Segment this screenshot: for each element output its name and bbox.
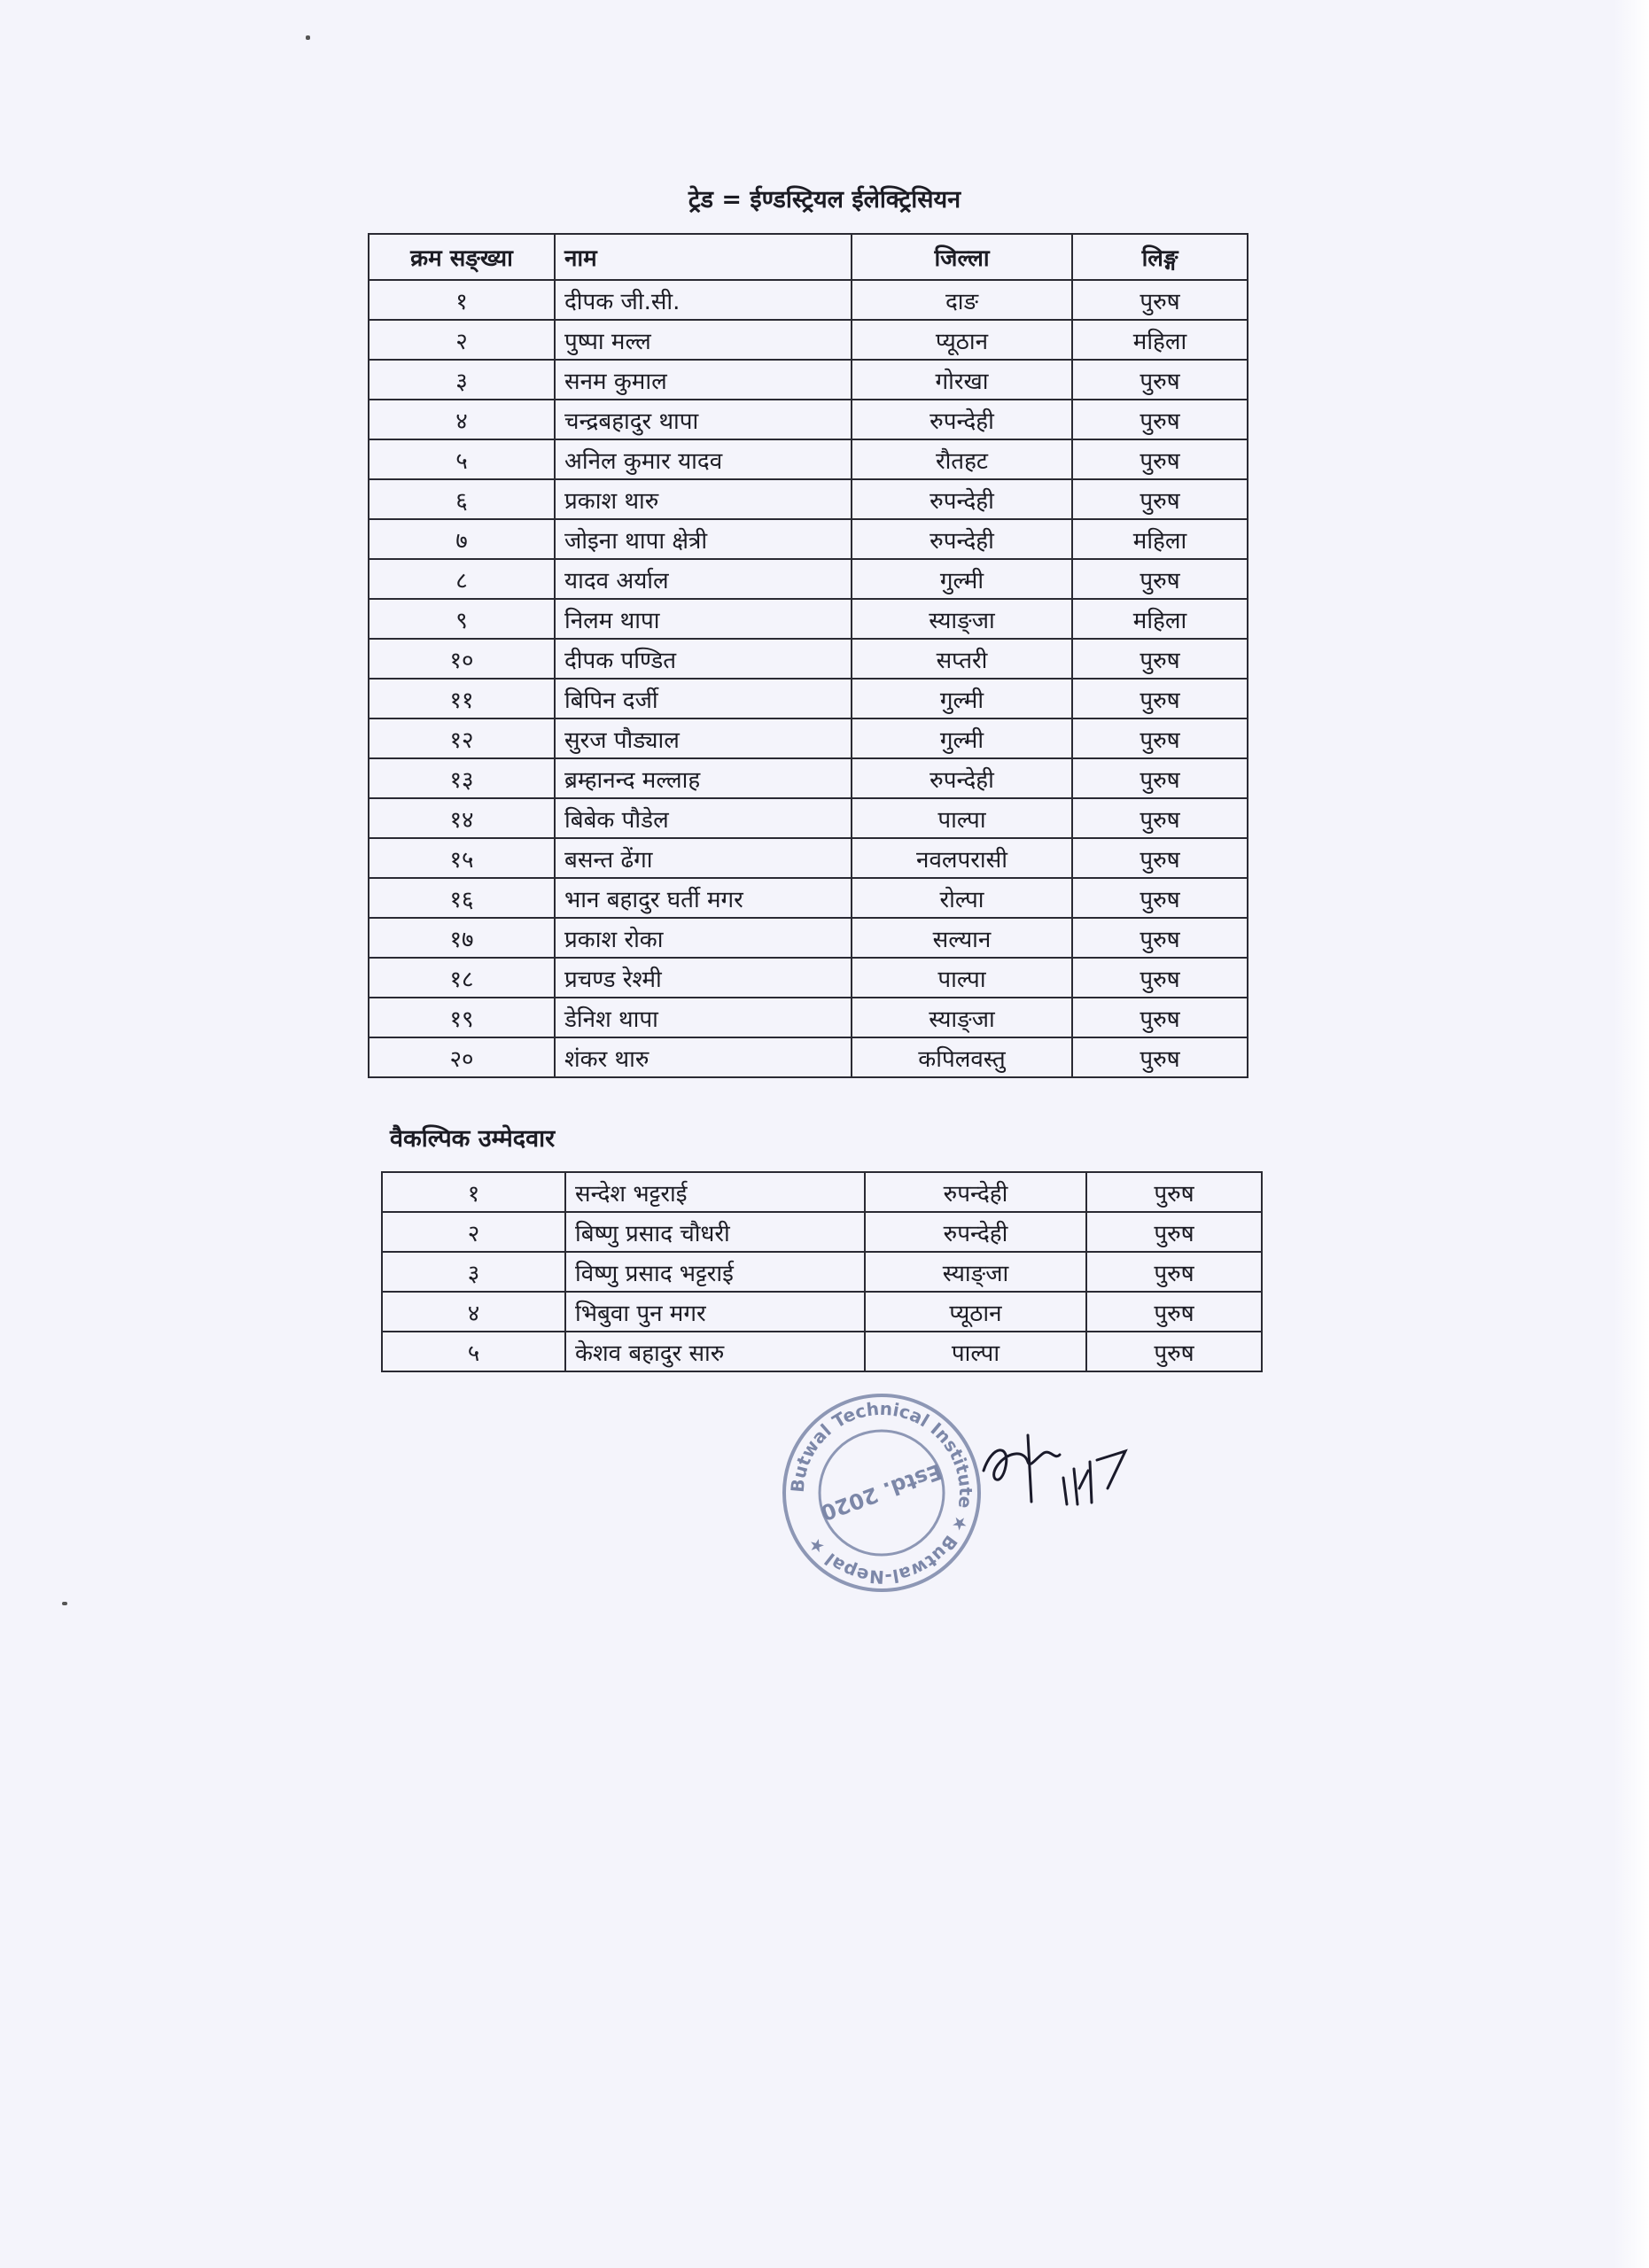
name-cell: सन्देश भट्टराई [565, 1172, 865, 1212]
name-cell: निलम थापा [555, 599, 852, 639]
gender-cell: पुरुष [1072, 559, 1248, 599]
gender-cell: पुरुष [1072, 439, 1248, 479]
scan-speck [306, 35, 310, 40]
district-cell: रुपन्देही [865, 1212, 1086, 1252]
serial-cell: १८ [369, 958, 555, 998]
table-row [369, 718, 1248, 758]
serial-cell: ८ [369, 559, 555, 599]
name-cell: प्रकाश थारु [555, 479, 852, 519]
name-cell: बिबेक पौडेल [555, 798, 852, 838]
district-cell: गुल्मी [852, 679, 1072, 718]
district-cell: रुपन्देही [865, 1172, 1086, 1212]
table-row [369, 1037, 1248, 1077]
alternate-row [382, 1292, 1262, 1332]
name-cell: पुष्पा मल्ल [555, 320, 852, 360]
table-row [369, 360, 1248, 400]
name-cell: सनम कुमाल [555, 360, 852, 400]
table-row [369, 639, 1248, 679]
name-cell: केशव बहादुर सारु [565, 1332, 865, 1371]
serial-cell: ३ [382, 1252, 565, 1292]
gender-cell: पुरुष [1086, 1212, 1262, 1252]
name-cell: बिष्णु प्रसाद चौधरी [565, 1212, 865, 1252]
name-cell: दीपक जी.सी. [555, 280, 852, 320]
handwritten-signature [975, 1418, 1143, 1515]
district-cell: दाङ [852, 280, 1072, 320]
serial-cell: १२ [369, 718, 555, 758]
name-cell: यादव अर्याल [555, 559, 852, 599]
header-serial: क्रम सङ्ख्या [369, 234, 555, 280]
gender-cell: पुरुष [1072, 918, 1248, 958]
name-cell: अनिल कुमार यादव [555, 439, 852, 479]
scan-speck [62, 1602, 67, 1605]
serial-cell: १ [382, 1172, 565, 1212]
table-row [369, 519, 1248, 559]
gender-cell: पुरुष [1086, 1332, 1262, 1371]
district-cell: सल्यान [852, 918, 1072, 958]
name-cell: भिबुवा पुन मगर [565, 1292, 865, 1332]
gender-cell: पुरुष [1072, 878, 1248, 918]
district-cell: सप्तरी [852, 639, 1072, 679]
gender-cell: महिला [1072, 599, 1248, 639]
serial-cell: २ [382, 1212, 565, 1252]
name-cell: जोइना थापा क्षेत्री [555, 519, 852, 559]
alternate-row [382, 1252, 1262, 1292]
district-cell: गोरखा [852, 360, 1072, 400]
name-cell: डेनिश थापा [555, 998, 852, 1037]
table-row [369, 838, 1248, 878]
alternate-row [382, 1212, 1262, 1252]
table-row [369, 320, 1248, 360]
table-row [369, 758, 1248, 798]
gender-cell: पुरुष [1072, 679, 1248, 718]
gender-cell: पुरुष [1072, 639, 1248, 679]
serial-cell: १९ [369, 998, 555, 1037]
name-cell: विष्णु प्रसाद भट्टराई [565, 1252, 865, 1292]
page-title: ट्रेड = ईण्डस्ट्रियल ईलेक्ट्रिसियन [688, 186, 961, 214]
alternate-table [381, 1171, 1263, 1372]
district-cell: रुपन्देही [852, 479, 1072, 519]
gender-cell: पुरुष [1072, 718, 1248, 758]
serial-cell: ५ [369, 439, 555, 479]
table-row [369, 918, 1248, 958]
table-row [369, 878, 1248, 918]
name-cell: ब्रम्हानन्द मल्लाह [555, 758, 852, 798]
district-cell: प्यूठान [852, 320, 1072, 360]
gender-cell: पुरुष [1072, 958, 1248, 998]
district-cell: रुपन्देही [852, 758, 1072, 798]
gender-cell: पुरुष [1086, 1252, 1262, 1292]
gender-cell: पुरुष [1072, 798, 1248, 838]
table-row [369, 559, 1248, 599]
serial-cell: ७ [369, 519, 555, 559]
gender-cell: पुरुष [1072, 838, 1248, 878]
gender-cell: पुरुष [1072, 400, 1248, 439]
serial-cell: १३ [369, 758, 555, 798]
district-cell: रौतहट [852, 439, 1072, 479]
name-cell: दीपक पण्डित [555, 639, 852, 679]
district-cell: गुल्मी [852, 559, 1072, 599]
name-cell: बसन्त ढेंगा [555, 838, 852, 878]
gender-cell: पुरुष [1072, 479, 1248, 519]
serial-cell: १७ [369, 918, 555, 958]
serial-cell: ९ [369, 599, 555, 639]
gender-cell: पुरुष [1072, 360, 1248, 400]
table-row [369, 998, 1248, 1037]
gender-cell: पुरुष [1072, 1037, 1248, 1077]
serial-cell: १५ [369, 838, 555, 878]
gender-cell: पुरुष [1072, 758, 1248, 798]
institute-stamp [780, 1391, 984, 1595]
district-cell: गुल्मी [852, 718, 1072, 758]
district-cell: स्याङ्जा [852, 599, 1072, 639]
stamp-center-text: Estd. 2020 [817, 1458, 945, 1526]
district-cell: पाल्पा [852, 798, 1072, 838]
district-cell: स्याङ्जा [865, 1252, 1086, 1292]
name-cell: सुरज पौड्याल [555, 718, 852, 758]
table-header-row [369, 234, 1248, 280]
name-cell: शंकर थारु [555, 1037, 852, 1077]
district-cell: रुपन्देही [852, 400, 1072, 439]
serial-cell: १४ [369, 798, 555, 838]
table-row [369, 280, 1248, 320]
serial-cell: २० [369, 1037, 555, 1077]
serial-cell: ४ [382, 1292, 565, 1332]
name-cell: चन्द्रबहादुर थापा [555, 400, 852, 439]
district-cell: कपिलवस्तु [852, 1037, 1072, 1077]
table-row [369, 679, 1248, 718]
name-cell: प्रकाश रोका [555, 918, 852, 958]
name-cell: प्रचण्ड रेश्मी [555, 958, 852, 998]
district-cell: स्याङ्जा [852, 998, 1072, 1037]
page-edge [1614, 0, 1649, 2268]
gender-cell: पुरुष [1072, 998, 1248, 1037]
gender-cell: पुरुष [1072, 280, 1248, 320]
serial-cell: ४ [369, 400, 555, 439]
table-row [369, 599, 1248, 639]
gender-cell: पुरुष [1086, 1172, 1262, 1212]
district-cell: प्यूठान [865, 1292, 1086, 1332]
district-cell: नवलपरासी [852, 838, 1072, 878]
stamp-ring-text: Butwal Technical Institute ★ Butwal-Nepal ★ [786, 1397, 977, 1588]
district-cell: रोल्पा [852, 878, 1072, 918]
serial-cell: ३ [369, 360, 555, 400]
district-cell: रुपन्देही [852, 519, 1072, 559]
name-cell: बिपिन दर्जी [555, 679, 852, 718]
alternate-heading: वैकल्पिक उम्मेदवार [390, 1125, 556, 1153]
serial-cell: ११ [369, 679, 555, 718]
serial-cell: १० [369, 639, 555, 679]
table-row [369, 958, 1248, 998]
table-row [369, 798, 1248, 838]
district-cell: पाल्पा [865, 1332, 1086, 1371]
table-row [369, 439, 1248, 479]
table-row [369, 479, 1248, 519]
header-district: जिल्ला [852, 234, 1072, 280]
gender-cell: महिला [1072, 519, 1248, 559]
district-cell: पाल्पा [852, 958, 1072, 998]
alternate-row [382, 1172, 1262, 1212]
serial-cell: १ [369, 280, 555, 320]
serial-cell: १६ [369, 878, 555, 918]
header-name: नाम [555, 234, 852, 280]
gender-cell: पुरुष [1086, 1292, 1262, 1332]
table-row [369, 400, 1248, 439]
serial-cell: २ [369, 320, 555, 360]
alternate-row [382, 1332, 1262, 1371]
name-cell: भान बहादुर घर्ती मगर [555, 878, 852, 918]
serial-cell: ५ [382, 1332, 565, 1371]
serial-cell: ६ [369, 479, 555, 519]
header-gender: लिङ्ग [1072, 234, 1248, 280]
gender-cell: महिला [1072, 320, 1248, 360]
main-table [368, 233, 1248, 1078]
